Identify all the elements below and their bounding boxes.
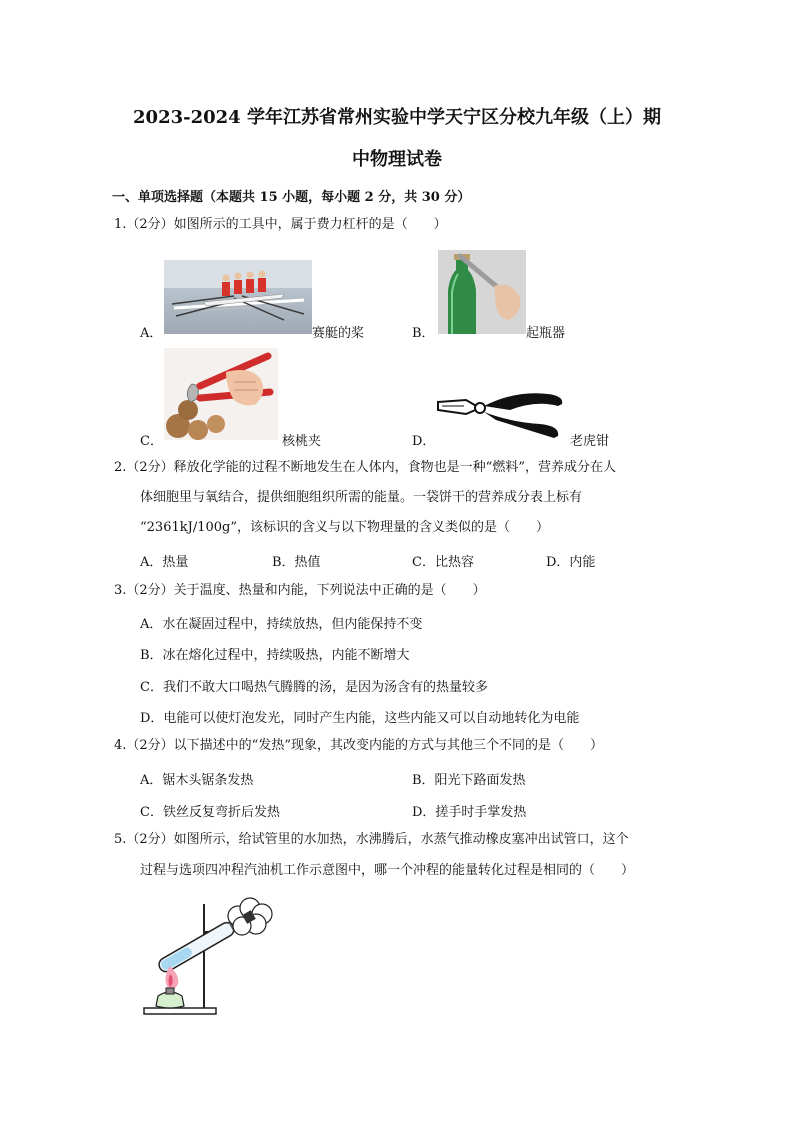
q1-option-b-caption: 起瓶器 — [526, 326, 566, 341]
q1-option-a-caption: 赛艇的桨 — [312, 326, 365, 341]
q1-option-d-caption: 老虎钳 — [570, 434, 610, 449]
q2-option-b: B．热值 — [272, 555, 321, 570]
q4-option-c: C．铁丝反复弯折后发热 — [140, 805, 280, 820]
q3-option-b: B．冰在熔化过程中，持续吸热，内能不断增大 — [140, 648, 410, 663]
q2-option-d: D．内能 — [546, 555, 596, 570]
q2-option-a: A．热量 — [140, 555, 189, 570]
q5-stem-line2: 过程与选项四冲程汽油机工作示意图中，哪一个冲程的能量转化过程是相同的（ ） — [140, 863, 635, 878]
exam-title-line2: 中物理试卷 — [352, 149, 442, 170]
q5-stem-line1: 5.（2分）如图所示，给试管里的水加热，水沸腾后，水蒸气推动橡皮塞冲出试管口，这个 — [114, 832, 629, 847]
q3-stem: 3.（2分）关于温度、热量和内能，下列说法中正确的是（ ） — [114, 583, 486, 598]
q4-option-a: A．锯木头锯条发热 — [140, 773, 254, 788]
pliers-image — [436, 388, 568, 442]
bottle-opener-image — [438, 250, 526, 334]
q2-stem-line1: 2.（2分）释放化学能的过程不断地发生在人体内，食物也是一种“燃料”，营养成分在人 — [114, 460, 616, 475]
q2-stem-line3: “2361kJ/100g”，该标识的含义与以下物理量的含义类似的是（ ） — [140, 520, 549, 535]
nutcracker-image — [164, 348, 278, 440]
q3-option-d: D．电能可以使灯泡发光，同时产生内能，这些内能又可以自动地转化为电能 — [140, 711, 580, 726]
q4-stem: 4.（2分）以下描述中的“发热”现象，其改变内能的方式与其他三个不同的是（ ） — [114, 738, 603, 753]
q1-option-c-caption: 核桃夹 — [282, 434, 322, 449]
q3-option-c: C．我们不敢大口喝热气腾腾的汤，是因为汤含有的热量较多 — [140, 680, 488, 695]
q1-stem: 1.（2分）如图所示的工具中，属于费力杠杆的是（ ） — [114, 217, 447, 232]
q3-option-a: A．水在凝固过程中，持续放热，但内能保持不变 — [140, 617, 423, 632]
exam-title-line1: 2023-2024 学年江苏省常州实验中学天宁区分校九年级（上）期 — [133, 107, 661, 128]
q1-option-b-letter: B． — [412, 326, 435, 341]
q1-option-a-letter: A． — [140, 326, 163, 341]
q1-option-d-letter: D． — [412, 434, 436, 449]
q2-stem-line2: 体细胞里与氧结合，提供细胞组织所需的能量。一袋饼干的营养成分表上标有 — [140, 490, 583, 505]
rowing-boat-image — [164, 260, 312, 334]
q4-option-b: B．阳光下路面发热 — [412, 773, 526, 788]
q1-option-c-letter: C． — [140, 434, 163, 449]
section-heading: 一、单项选择题（本题共 15 小题，每小题 2 分，共 30 分） — [112, 190, 471, 205]
test-tube-heating-figure — [140, 892, 280, 1018]
q4-option-d: D．搓手时手掌发热 — [412, 805, 527, 820]
q2-option-c: C．比热容 — [412, 555, 474, 570]
